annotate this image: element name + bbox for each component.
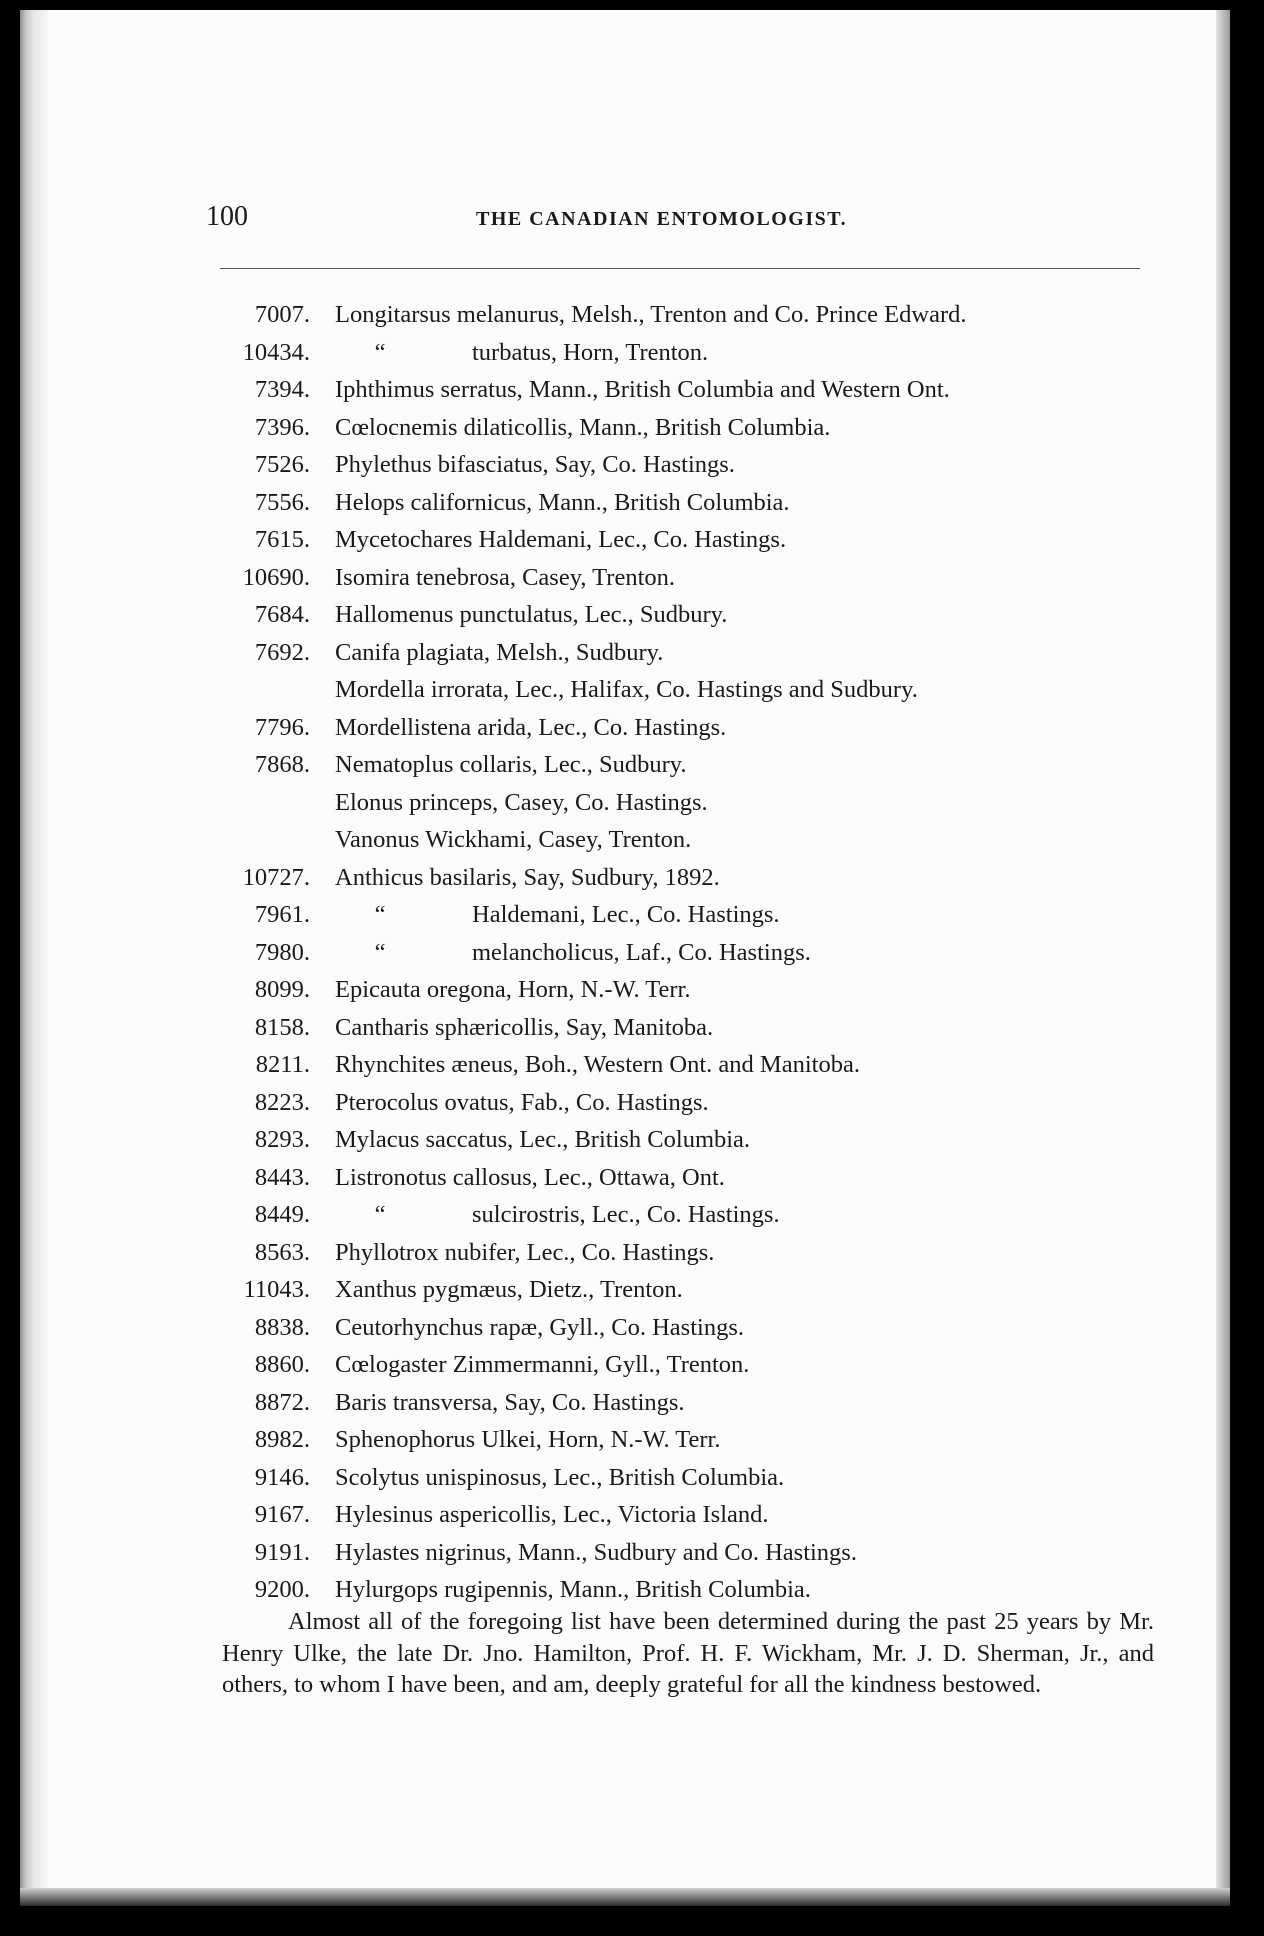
species-record: Pterocolus ovatus, Fab., Co. Hastings.: [335, 1088, 709, 1116]
list-item: [200, 1084, 1180, 1122]
catalogue-number: 7868.: [254, 751, 310, 778]
catalogue-number: 8872.: [254, 1388, 310, 1416]
list-item: [200, 1046, 1180, 1084]
ditto-mark: “: [374, 1201, 386, 1228]
catalogue-number: 10727.: [242, 863, 310, 891]
catalogue-number: 11043.: [243, 1276, 310, 1303]
species-record: Mordellistena arida, Lec., Co. Hastings.: [335, 713, 727, 741]
species-record: Hylurgops rugipennis, Mann., British Columbia.: [335, 1576, 811, 1603]
list-item: [200, 596, 1180, 634]
catalogue-number: 7394.: [254, 376, 310, 403]
species-record: Haldemani, Lec., Co. Hastings.: [472, 901, 780, 928]
species-record: Ceutorhynchus rapæ, Gyll., Co. Hastings.: [335, 1313, 744, 1341]
closing-paragraph: Almost all of the foregoing list have been determined during the past 25 years by Mr. Henry Ulke, the late Dr. Jno. Hamilton, Prof. H. F. Wickham, Mr. J. D. Sherman, Jr., and others, to whom I have been, and am, deeply grateful for all the kindness bestowed.: [222, 1608, 1154, 1698]
catalogue-number: 8158.: [254, 1013, 310, 1041]
species-record: Isomira tenebrosa, Casey, Trenton.: [335, 563, 675, 591]
ditto-mark: “: [374, 938, 386, 966]
page-number: 100: [206, 201, 248, 232]
catalogue-number: 10434.: [242, 338, 310, 366]
species-record: Mordella irrorata, Lec., Halifax, Co. Hastings and Sudbury.: [335, 676, 918, 703]
species-record: Sphenophorus Ulkei, Horn, N.-W. Terr.: [335, 1426, 721, 1453]
page-gutter-shadow: [20, 10, 48, 1906]
catalogue-number: 7796.: [254, 713, 310, 741]
catalogue-number: 7615.: [254, 526, 310, 553]
list-item: [200, 859, 1180, 897]
ditto-mark: “: [374, 901, 386, 928]
species-record: Canifa plagiata, Melsh., Sudbury.: [335, 638, 664, 666]
species-record: Hylesinus aspericollis, Lec., Victoria Island.: [335, 1501, 769, 1528]
list-item: [200, 371, 1180, 409]
species-record: Vanonus Wickhami, Casey, Trenton.: [335, 826, 692, 853]
catalogue-number: 8449.: [254, 1201, 310, 1228]
species-record: Epicauta oregona, Horn, N.-W. Terr.: [335, 976, 691, 1003]
list-item: [200, 1309, 1180, 1347]
list-item: [200, 1384, 1180, 1422]
catalogue-number: 7556.: [254, 488, 310, 516]
species-record: Cantharis sphæricollis, Say, Manitoba.: [335, 1013, 714, 1041]
page-edge-shadow: [1216, 10, 1230, 1906]
species-record: Hallomenus punctulatus, Lec., Sudbury.: [335, 601, 728, 628]
list-item: [200, 1571, 1180, 1609]
catalogue-number: 7961.: [254, 901, 310, 928]
species-record: Nematoplus collaris, Lec., Sudbury.: [335, 751, 687, 778]
species-record: Cœlocnemis dilaticollis, Mann., British Columbia.: [335, 413, 831, 441]
list-item: [200, 521, 1180, 559]
list-item: [200, 1346, 1180, 1384]
list-item: [200, 896, 1180, 934]
species-record: Phylethus bifasciatus, Say, Co. Hastings.: [335, 451, 735, 478]
species-record: Iphthimus serratus, Mann., British Columbia and Western Ont.: [335, 376, 950, 403]
species-record: Xanthus pygmæus, Dietz., Trenton.: [335, 1276, 683, 1303]
species-record: Longitarsus melanurus, Melsh., Trenton and Co. Prince Edward.: [335, 301, 967, 328]
running-title: THE CANADIAN ENTOMOLOGIST.: [476, 208, 848, 230]
list-item: [200, 1496, 1180, 1534]
catalogue-number: 8563.: [254, 1238, 310, 1266]
catalogue-number: 8211.: [255, 1051, 310, 1078]
list-item: [200, 934, 1180, 972]
list-item: [200, 1421, 1180, 1459]
catalogue-number: 7007.: [254, 301, 310, 328]
list-item: [200, 746, 1180, 784]
catalogue-number: 8293.: [254, 1126, 310, 1153]
list-item: [200, 409, 1180, 447]
list-item: [200, 1121, 1180, 1159]
list-item: [200, 821, 1180, 859]
header-rule: [220, 268, 1140, 269]
catalogue-number: 9200.: [254, 1576, 310, 1603]
catalogue-number: 7526.: [254, 451, 310, 478]
page-header: [206, 200, 1146, 240]
list-item: [200, 1159, 1180, 1197]
species-record: melancholicus, Laf., Co. Hastings.: [472, 938, 811, 966]
catalogue-number: 8223.: [254, 1088, 310, 1116]
list-item: [200, 1534, 1180, 1572]
catalogue-number: 8099.: [254, 976, 310, 1003]
catalogue-number: 7396.: [254, 413, 310, 441]
book-page: [20, 10, 1230, 1906]
list-item: [200, 709, 1180, 747]
catalogue-number: 10690.: [242, 563, 310, 591]
list-item: [200, 784, 1180, 822]
list-item: [200, 1234, 1180, 1272]
catalogue-number: 8982.: [254, 1426, 310, 1453]
species-record: Mylacus saccatus, Lec., British Columbia.: [335, 1126, 751, 1153]
ditto-mark: “: [374, 338, 386, 366]
list-item: [200, 334, 1180, 372]
list-item: [200, 1196, 1180, 1234]
catalogue-number: 8860.: [254, 1351, 310, 1378]
list-item: [200, 446, 1180, 484]
list-item: [200, 671, 1180, 709]
catalogue-number: 7684.: [254, 601, 310, 628]
list-item: [200, 1009, 1180, 1047]
list-item: [200, 484, 1180, 522]
catalogue-number: 8443.: [254, 1163, 310, 1191]
catalogue-number: 7692.: [254, 638, 310, 666]
catalogue-number: 9191.: [254, 1538, 310, 1566]
catalogue-number: 7980.: [254, 938, 310, 966]
catalogue-number: 8838.: [254, 1313, 310, 1341]
list-item: [200, 1271, 1180, 1309]
catalogue-number: 9167.: [254, 1501, 310, 1528]
species-record: Scolytus unispinosus, Lec., British Columbia.: [335, 1463, 785, 1491]
species-record: Phyllotrox nubifer, Lec., Co. Hastings.: [335, 1238, 715, 1266]
species-record: Mycetochares Haldemani, Lec., Co. Hastings.: [335, 526, 787, 553]
species-record: Listronotus callosus, Lec., Ottawa, Ont.: [335, 1163, 725, 1191]
species-record: Rhynchites æneus, Boh., Western Ont. and Manitoba.: [335, 1051, 860, 1078]
list-item: [200, 634, 1180, 672]
species-list: [200, 296, 1180, 1609]
species-record: sulcirostris, Lec., Co. Hastings.: [472, 1201, 780, 1228]
species-record: Baris transversa, Say, Co. Hastings.: [335, 1388, 685, 1416]
page-bottom-shadow: [20, 1888, 1230, 1906]
species-record: Elonus princeps, Casey, Co. Hastings.: [335, 788, 708, 816]
species-record: Cœlogaster Zimmermanni, Gyll., Trenton.: [335, 1351, 750, 1378]
species-record: Helops californicus, Mann., British Columbia.: [335, 488, 790, 516]
species-record: turbatus, Horn, Trenton.: [472, 338, 709, 366]
list-item: [200, 971, 1180, 1009]
catalogue-number: 9146.: [254, 1463, 310, 1491]
species-record: Hylastes nigrinus, Mann., Sudbury and Co. Hastings.: [335, 1538, 857, 1566]
list-item: [200, 296, 1180, 334]
list-item: [200, 559, 1180, 597]
list-item: [200, 1459, 1180, 1497]
species-record: Anthicus basilaris, Say, Sudbury, 1892.: [335, 863, 720, 891]
